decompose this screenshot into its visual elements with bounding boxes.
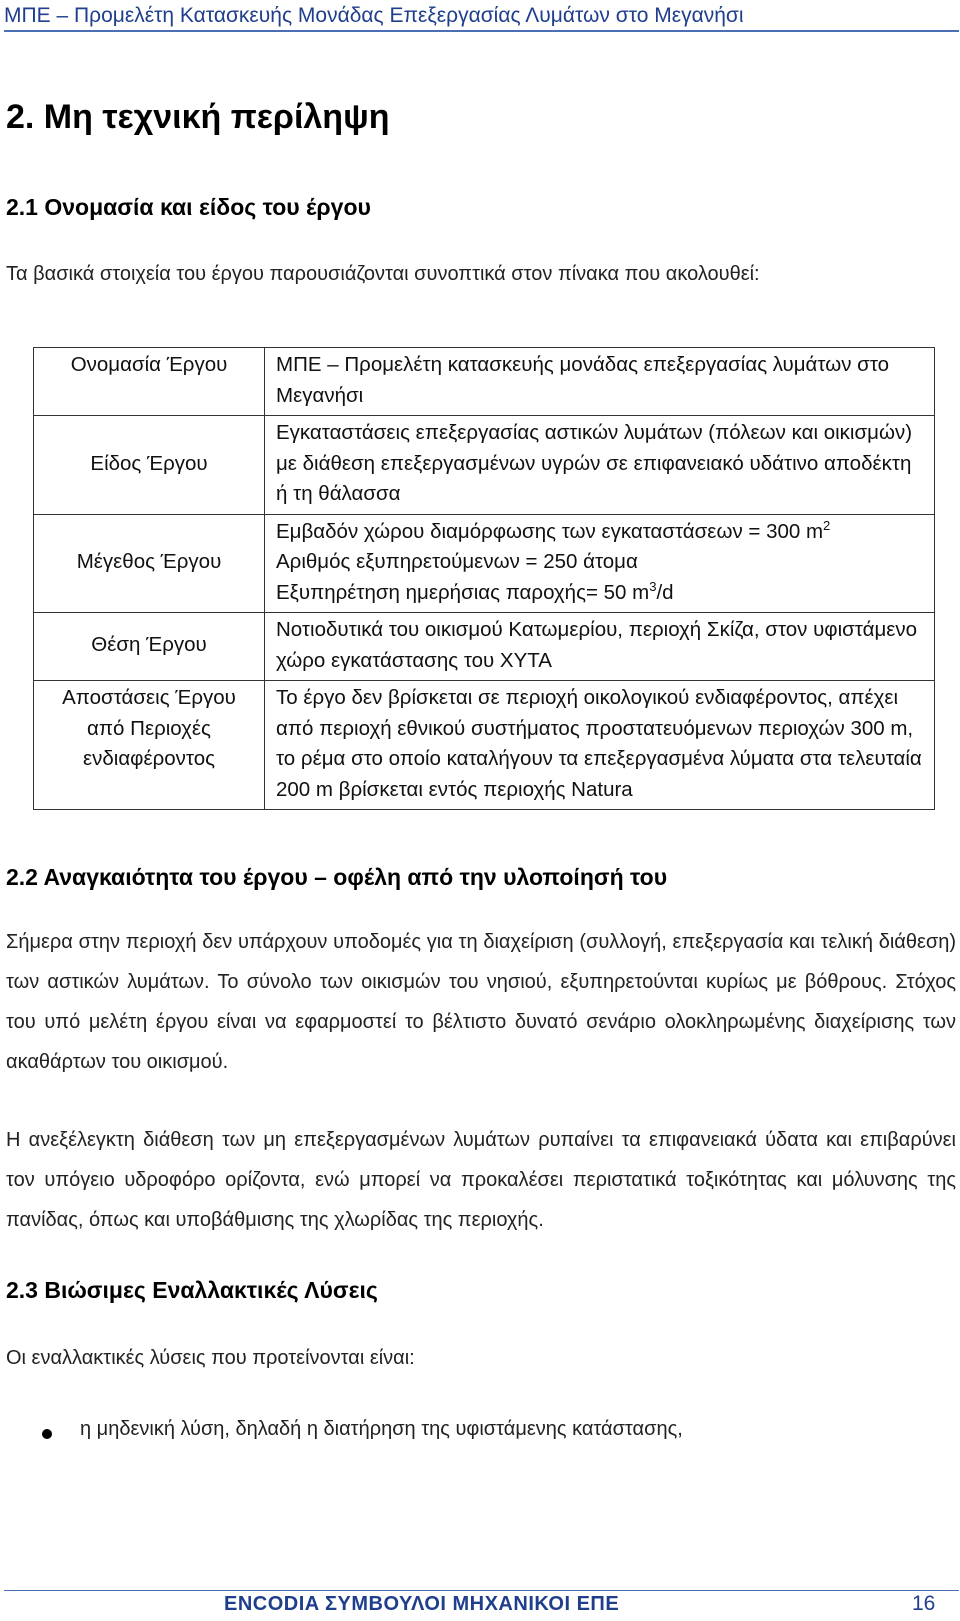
footer-company: ENCODIA ΣΥΜΒΟΥΛΟΙ ΜΗΧΑΝΙΚΟΙ ΕΠΕ bbox=[224, 1593, 620, 1615]
row-label: Θέση Έργου bbox=[34, 613, 265, 681]
header-divider bbox=[4, 30, 959, 32]
table-row bbox=[34, 348, 935, 416]
page-number: 16 bbox=[912, 1592, 936, 1615]
size-flow-line: Εξυπηρέτηση ημερήσιας παροχής= 50 $m^3/d$ bbox=[276, 578, 674, 604]
row-label: Ονομασία Έργου bbox=[34, 348, 265, 416]
section-2-2-heading: 2.2 Αναγκαιότητα του έργου – οφέλη από την υλοποίησή του bbox=[6, 864, 668, 890]
list-item: η μηδενική λύση, δηλαδή η διατήρηση της υφιστάμενης κατάστασης, bbox=[80, 1418, 683, 1440]
section-2-1-intro: Τα βασικά στοιχεία του έργου παρουσιάζονται συνοπτικά στον πίνακα που ακολουθεί: bbox=[6, 263, 760, 285]
row-value bbox=[265, 514, 935, 613]
section-2-3-intro: Οι εναλλακτικές λύσεις που προτείνονται είναι: bbox=[6, 1347, 415, 1369]
section-2-2-paragraph-2: Η ανεξέλεγκτη διάθεση των μη επεξεργασμένων λυμάτων ρυπαίνει τα επιφανειακά ύδατα και επιβαρύνει τον υπόγειο υδροφόρο ορίζοντα, ενώ μπορεί να προκαλέσει περιστατικά τοξικότητας και μόλυνσης της πανίδας, όπως και υποβάθμισης της χλωρίδας της περιοχής. bbox=[6, 1129, 956, 1231]
bullet-icon bbox=[42, 1429, 52, 1439]
table-row bbox=[34, 613, 935, 681]
table-row bbox=[34, 514, 935, 613]
size-area-line: Εμβαδόν χώρου διαμόρφωσης των εγκαταστάσεων = 300 $m^2$ bbox=[276, 517, 831, 543]
size-population-line: Αριθμός εξυπηρετούμενων = 250 άτομα bbox=[276, 550, 638, 573]
row-value: ΜΠΕ – Προμελέτη κατασκευής μονάδας επεξεργασίας λυμάτων στο Μεγανήσι bbox=[265, 348, 935, 416]
row-value: Το έργο δεν βρίσκεται σε περιοχή οικολογικού ενδιαφέροντος, απέχει από περιοχή εθνικού συστήματος προστατευόμενων περιοχών 300 m, το ρέμα στο οποίο καταλήγουν τα επεξεργασμένα λύματα στα τελευταία 200 m βρίσκεται εντός περιοχής Natura bbox=[265, 681, 935, 810]
row-label: Μέγεθος Έργου bbox=[34, 514, 265, 613]
row-value: Εγκαταστάσεις επεξεργασίας αστικών λυμάτων (πόλεων και οικισμών) με διάθεση επεξεργασμένων υγρών σε επιφανειακό υδάτινο αποδέκτη ή τη θάλασσα bbox=[265, 416, 935, 515]
table-row bbox=[34, 416, 935, 515]
row-label: Είδος Έργου bbox=[34, 416, 265, 515]
document-header-title: ΜΠΕ – Προμελέτη Κατασκευής Μονάδας Επεξεργασίας Λυμάτων στο Μεγανήσι bbox=[4, 4, 744, 27]
table-row bbox=[34, 681, 935, 810]
section-2-3-heading: 2.3 Βιώσιμες Εναλλακτικές Λύσεις bbox=[6, 1277, 378, 1303]
section-2-heading: 2. Μη τεχνική περίληψη bbox=[6, 98, 390, 136]
row-label: Αποστάσεις Έργου από Περιοχές ενδιαφέροντος bbox=[34, 681, 265, 810]
row-value: Νοτιοδυτικά του οικισμού Κατωμερίου, περιοχή Σκίζα, στον υφιστάμενο χώρο εγκατάστασης του ΧΥΤΑ bbox=[265, 613, 935, 681]
project-summary-table bbox=[33, 347, 935, 810]
section-2-2-paragraph-1: Σήμερα στην περιοχή δεν υπάρχουν υποδομές για τη διαχείριση (συλλογή, επεξεργασία και τελική διάθεση) των αστικών λυμάτων. Το σύνολο των οικισμών του νησιού, εξυπηρετούνται κυρίως με βόθρους. Στόχος του υπό μελέτη έργου είναι να εφαρμοστεί το βέλτιστο δυνατό σενάριο ολοκληρωμένης διαχείρισης των ακαθάρτων του οικισμού. bbox=[6, 931, 956, 1073]
footer-divider bbox=[4, 1590, 959, 1591]
section-2-1-heading: 2.1 Ονομασία και είδος του έργου bbox=[6, 194, 371, 220]
